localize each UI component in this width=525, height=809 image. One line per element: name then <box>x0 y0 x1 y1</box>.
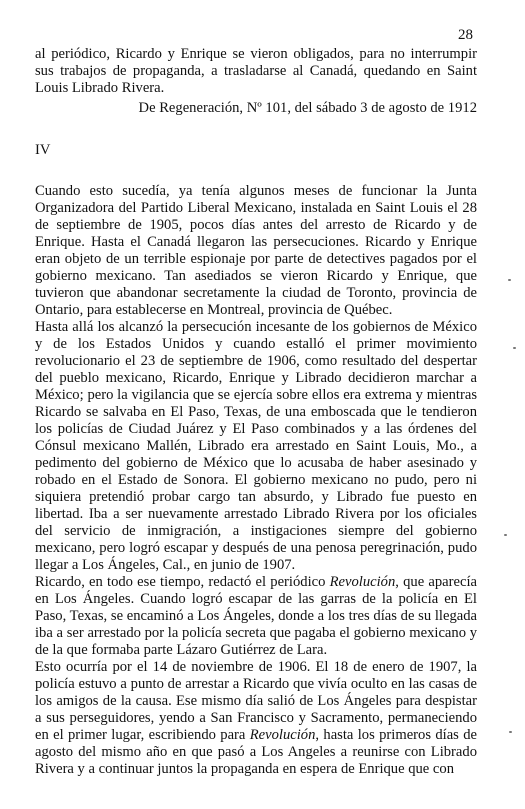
paragraph-text: Esto ocurría por el 14 de noviembre de 1906. El 18 de enero de 1907, la policía estuvo a punto de arrestar a Ricardo que vivía oculto en las casas de los amigos de la causa. Ese mismo día salió de Los Ángeles para despistar a sus perseguidores, yendo a San Francisco y Sacramento, permaneciendo en el primer lugar, escribiendo para <box>35 659 477 743</box>
paragraph-text: Hasta allá los alcanzó la persecución incesante de los gobiernos de México y de los Estados Unidos y cuando estalló el primer movimiento revolucionario el 23 de septiembre de 1906, como resultado del despertar del pueblo mexicano, Ricardo, Enrique y Librado decidieron marchar a México; pero la vigilancia que se ejercía sobre ellos era extrema y mientras Ricardo se salvaba en El Paso, Texas, de una emboscada que le tendieron los policías de Ciudad Juárez y El Paso combinados y a las órdenes del Cónsul mexicano Mallén, Librado era arrestado en Saint Louis, Mo., a pedimento del gobierno de México que lo acusaba de haber asesinado y robado en el Estado de Sonora. El gobierno mexicano no pudo, pero ni siquiera pretendió probar cargo tan absurdo, y Librado fue puesto en libertad. Iba a ser nuevamente arrestado Librado Rivera por los oficiales del servicio de inmigración, a instigaciones siempre del gobierno mexicano, pero logró escapar y después de una penosa peregrinación, pudo llegar a Los Ángeles, Cal., en junio de 1907. <box>35 319 477 573</box>
scan-speck <box>504 534 507 536</box>
paragraph-text: Cuando esto sucedía, ya tenía algunos meses de funcionar la Junta Organizadora del Partido Liberal Mexicano, instalada en Saint Louis el 28 de septiembre de 1905, pocos días antes del arresto de Ricardo y de Enrique. Hasta el Canadá llegaron las persecuciones. Ricardo y Enrique eran objeto de un terrible espionaje por parte de detectives pagados por el gobierno mexicano. Tan asediados se vieron Ricardo y Enrique, que tuvieron que abandonar secretamente la ciudad de Toronto, provincia de Ontario, para establecerse en Montreal, provincia de Québec. <box>35 183 477 318</box>
scan-speck <box>509 731 512 733</box>
scan-speck <box>513 347 516 349</box>
section-heading: IV <box>35 142 51 158</box>
source-citation: De Regeneración, Nº 101, del sábado 3 de agosto de 1912 <box>138 100 477 116</box>
body-paragraph <box>35 319 477 574</box>
intro-paragraph: al periódico, Ricardo y Enrique se vieron obligados, para no interrumpir sus trabajos de propaganda, a trasladarse al Canadá, quedando en Saint Louis Librado Rivera. <box>35 46 477 96</box>
paragraph-text: , que aparecía en Los Ángeles. Cuando logró escapar de las garras de la policía en El Paso, Texas, se encaminó a Los Ángeles, donde a los tres días de su llegada iba a ser arrestado por la policía secreta que pagaba el gobierno mexicano y de la que formaba parte Lázaro Gutiérrez de Lara. <box>35 574 477 658</box>
body-paragraph <box>35 574 477 659</box>
page-number: 28 <box>458 27 473 43</box>
paragraph-text: , hasta los primeros días de agosto del mismo año en que pasó a Los Angeles a reunirse con Librado Rivera y a continuar juntos la propaganda en espera de Enrique que con <box>35 727 477 777</box>
document-body <box>35 46 477 778</box>
body-paragraph <box>35 183 477 319</box>
scan-speck <box>508 279 511 281</box>
section-body <box>35 183 477 778</box>
periodical-title: Revolución <box>249 727 316 743</box>
periodical-title: Revolución <box>329 574 396 590</box>
body-paragraph <box>35 659 477 778</box>
paragraph-text: Ricardo, en todo ese tiempo, redactó el periódico <box>35 574 330 590</box>
